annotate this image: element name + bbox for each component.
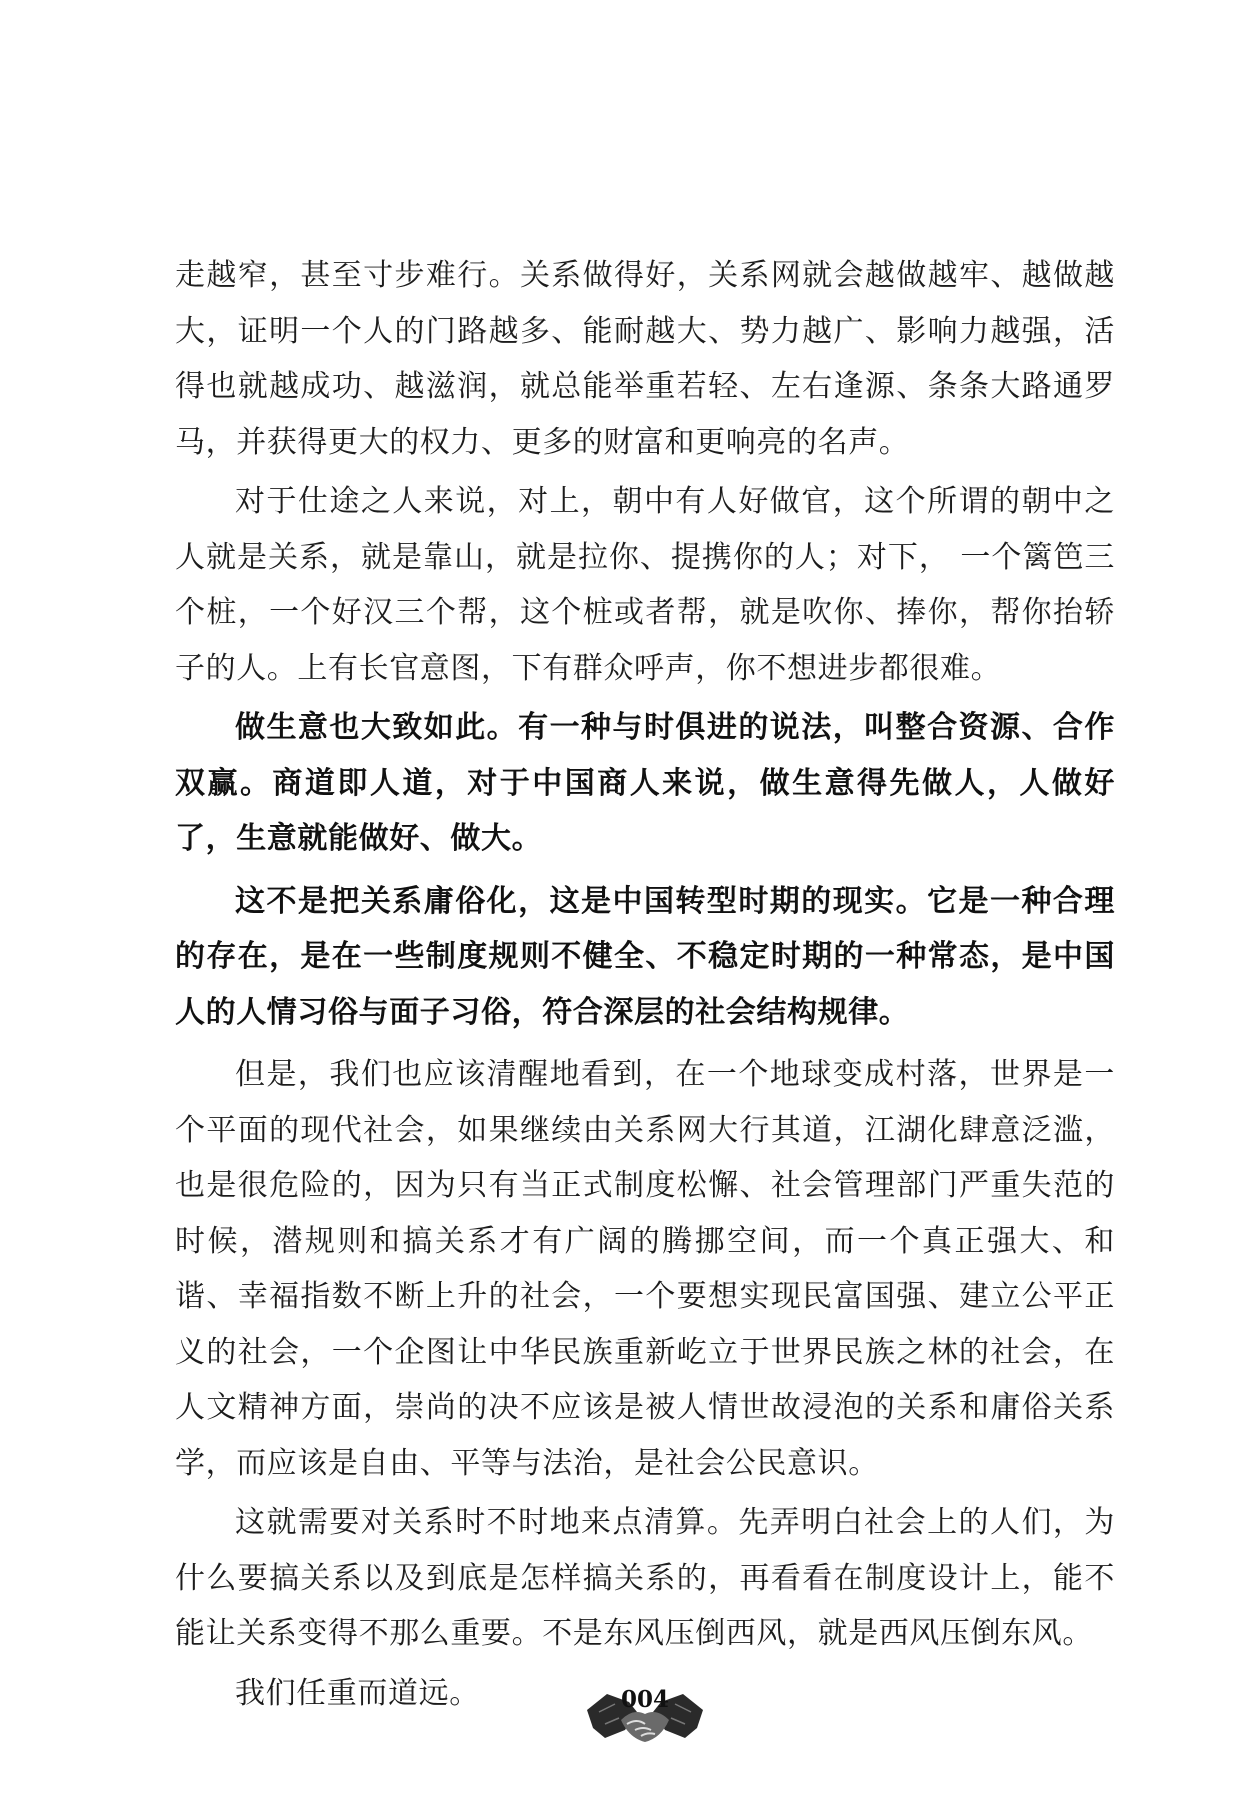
paragraph-4-bold: 这不是把关系庸俗化，这是中国转型时期的现实。它是一种合理的存在，是在一些制度规则不健全、不稳定时期的一种常态，是中国人的人情习俗与面子习俗，符合深层的社会结构规律。 (175, 883, 1115, 1030)
paragraph-7: 我们任重而道远。 (235, 1675, 480, 1711)
paragraph-5: 但是，我们也应该清醒地看到，在一个地球变成村落，世界是一个平面的现代社会，如果继续由关系网大行其道，江湖化肆意泛滥，也是很危险的，因为只有当正式制度松懈、社会管理部门严重失范的时候，潜规则和搞关系才有广阔的腾挪空间，而一个真正强大、和谐、幸福指数不断上升的社会，一个要想实现民富国强、建立公平正义的社会，一个企图让中华民族重新屹立于世界民族之林的社会，在人文精神方面，崇尚的决不应该是被人情世故浸泡的关系和庸俗关系学，而应该是自由、平等与法治，是社会公民意识。 (175, 1057, 1115, 1481)
page-body (175, 248, 1115, 1725)
page-number: 004 (620, 1686, 669, 1713)
paragraph-2: 对于仕途之人来说，对上，朝中有人好做官，这个所谓的朝中之人就是关系，就是靠山，就是拉你、提携你的人；对下， 一个篱笆三个桩，一个好汉三个帮，这个桩或者帮，就是吹你、捧你，帮你抬轿子的人。上有长官意图，下有群众呼声，你不想进步都很难。 (175, 484, 1115, 686)
paragraph-3-bold: 做生意也大致如此。有一种与时俱进的说法，叫整合资源、合作双赢。商道即人道，对于中国商人来说，做生意得先做人，人做好了，生意就能做好、做大。 (175, 710, 1115, 856)
page-footer (585, 1672, 705, 1752)
paragraph-1: 走越窄，甚至寸步难行。关系做得好，关系网就会越做越牢、越做越大，证明一个人的门路越多、能耐越大、势力越广、影响力越强，活得也就越成功、越滋润，就总能举重若轻、左右逢源、条条大路通罗马，并获得更大的权力、更多的财富和更响亮的名声。 (175, 258, 1115, 460)
paragraph-6: 这就需要对关系时不时地来点清算。先弄明白社会上的人们，为什么要搞关系以及到底是怎样搞关系的，再看看在制度设计上，能不能让关系变得不那么重要。不是东风压倒西风，就是西风压倒东风。 (175, 1505, 1115, 1651)
